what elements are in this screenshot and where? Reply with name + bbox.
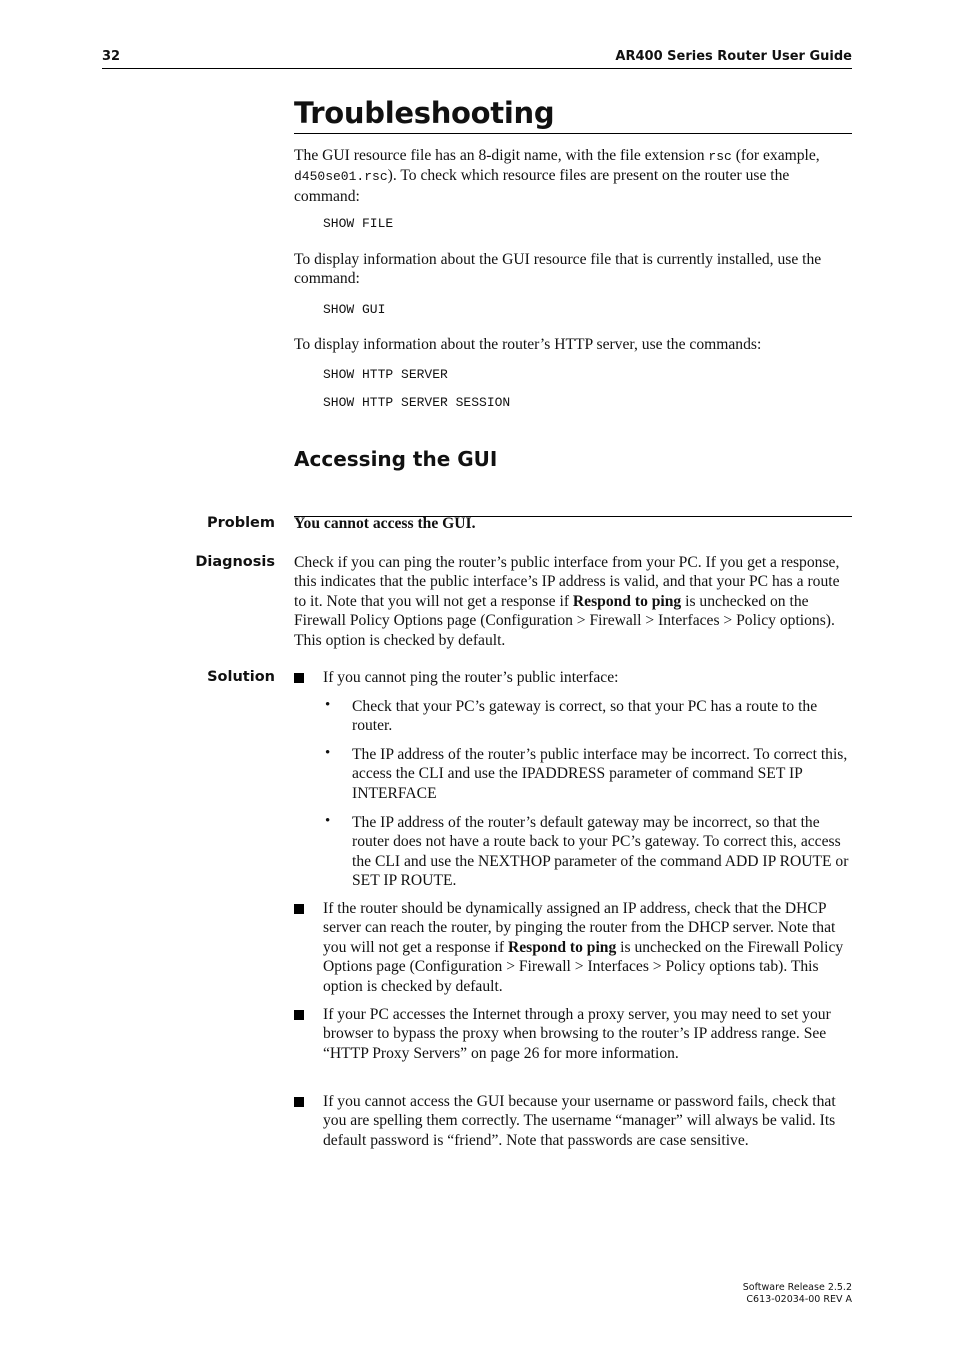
diagnosis-text-part: Check if you can ping the router’s public interface from your PC. If you get a response, this indicates that the public interface’s IP address is valid, and that your PC has a route to it. Note that you will not get a response if (294, 554, 840, 610)
problem-label: Problem (206, 515, 275, 531)
bullet-dot-icon: • (325, 745, 331, 761)
subsection-title: Accessing the GUI (294, 447, 498, 471)
solution-bullet-1: If you cannot ping the router’s public interface: (323, 669, 619, 686)
bullet-square-icon (294, 904, 304, 914)
diagnosis-text-part: is unchecked on the Firewall Policy Options page (Configuration > Firewall > Interfaces > Policy options). This option is checked by default. (294, 592, 835, 649)
solution-text-part: is unchecked on the Firewall Policy Options page (Configuration > Firewall > Interfaces > Policy options tab). This option is checked by default. (323, 938, 844, 995)
solution-sub-bullet-1: Check that your PC’s gateway is correct, so that your PC has a route to the router. (352, 698, 818, 735)
solution-bullet-3: If your PC accesses the Internet through a proxy server, you may need to set your browser to bypass the proxy when browsing to the router’s IP address range. See “HTTP Proxy Servers” on page 26 for more information. (323, 1006, 831, 1062)
intro-text: (for example, (731, 147, 820, 164)
guide-title: AR400 Series Router User Guide (615, 49, 852, 64)
section-title: Troubleshooting (294, 96, 852, 134)
intro-text: ). To check which resource files are present on the router use the command: (294, 167, 790, 205)
solution-bullet-2 (323, 899, 853, 996)
page-number: 32 (102, 49, 121, 64)
bullet-square-icon (294, 673, 304, 683)
intro-text: The GUI resource file has an 8-digit name, with the file extension (294, 147, 709, 164)
command-show-file: SHOW FILE (323, 216, 394, 231)
command-show-http-server: SHOW HTTP SERVER (323, 367, 448, 382)
bullet-square-icon (294, 1010, 304, 1020)
page-footer (743, 1282, 852, 1306)
solution-sub-bullet-3: The IP address of the router’s default gateway may be incorrect, so that the router does not have a route back to your PC’s gateway. To correct this, access the CLI and use the NEXTHOP parameter of the command ADD IP ROUTE or SET IP ROUTE. (352, 814, 849, 890)
page-header (102, 48, 852, 69)
intro-paragraph-2: To display information about the GUI resource file that is currently installed, use the command: (294, 251, 822, 288)
intro-paragraph-1 (294, 146, 854, 206)
bullet-dot-icon: • (325, 813, 331, 829)
problem-text: You cannot access the GUI. (294, 515, 476, 532)
command-show-http-server-session: SHOW HTTP SERVER SESSION (323, 395, 511, 410)
bullet-square-icon (294, 1097, 304, 1107)
software-release: Software Release 2.5.2 (742, 1282, 852, 1293)
diagnosis-label: Diagnosis (195, 554, 275, 570)
file-extension-code: rsc (708, 149, 732, 164)
intro-paragraph-3: To display information about the router’s HTTP server, use the commands: (294, 336, 762, 353)
solution-sub-bullet-2: The IP address of the router’s public interface may be incorrect. To correct this, access the CLI and use the IPADDRESS parameter of command SET IP INTERFACE (352, 746, 848, 802)
command-show-gui: SHOW GUI (323, 302, 386, 317)
solution-bullet-4: If you cannot access the GUI because your username or password fails, check that you are spelling them correctly. The username “manager” will always be valid. Its default password is “friend”. Note that passwords are case sensitive. (323, 1093, 836, 1149)
document-number: C613-02034-00 REV A (746, 1294, 852, 1305)
solution-label: Solution (207, 669, 275, 685)
bullet-dot-icon: • (325, 697, 331, 713)
diagnosis-text (294, 553, 854, 650)
example-filename-code: d450se01.rsc (294, 169, 388, 185)
respond-to-ping-term: Respond to ping (572, 592, 682, 610)
respond-to-ping-term: Respond to ping (507, 938, 617, 956)
solution-text-part: If the router should be dynamically assigned an IP address, check that the DHCP server can reach the router, by pinging the router from the DHCP server. Note that you will not get a response if (323, 900, 836, 956)
